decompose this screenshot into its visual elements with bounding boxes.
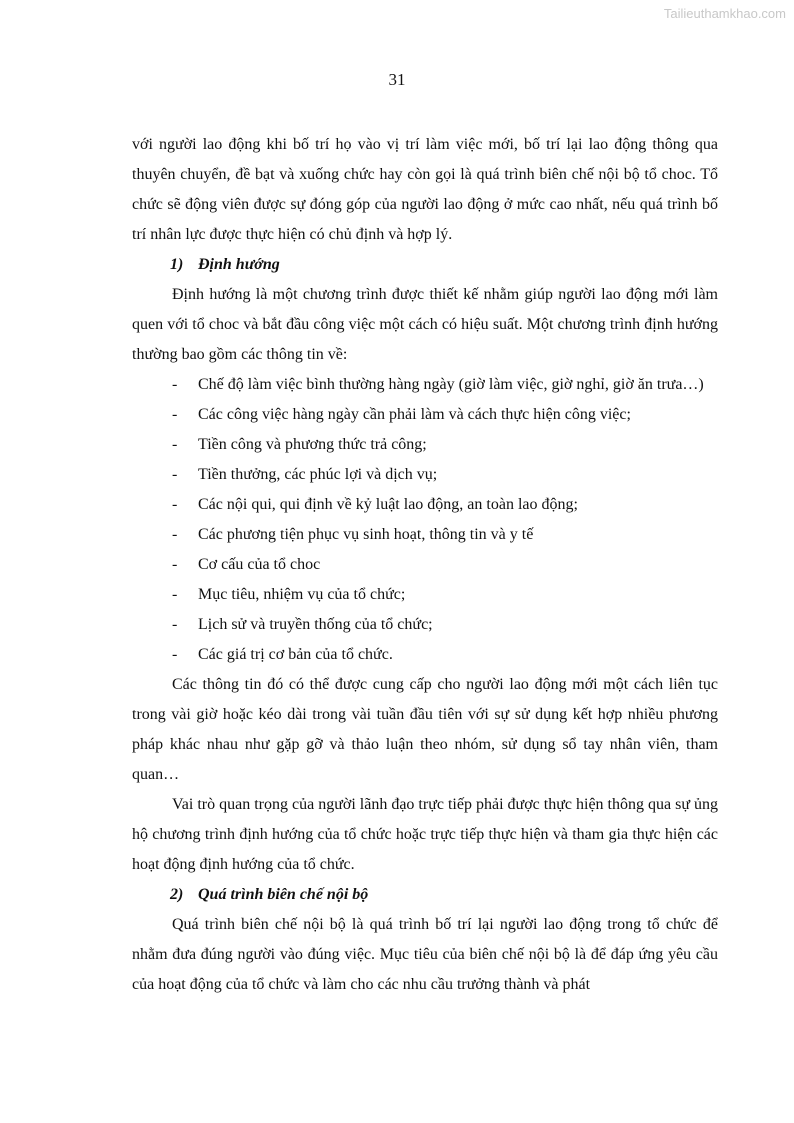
list-item: - Các giá trị cơ bản của tổ chức. [132,640,718,670]
dash-bullet: - [172,436,178,453]
list-item: - Tiền thưởng, các phúc lợi và dịch vụ; [132,460,718,490]
dash-bullet: - [172,406,178,423]
dash-bullet: - [172,376,178,393]
list-item: - Tiền công và phương thức trả công; [132,430,718,460]
heading-qua-trinh-bien-che [132,880,718,910]
paragraph-4: Vai trò quan trọng của người lãnh đạo trực tiếp phải được thực hiện thông qua sự ủng hộ chương trình định hướng của tổ chức hoặc trực tiếp thực hiện và tham gia thực hiện các hoạt động định hướng của tổ chức. [132,796,718,873]
document-body [132,130,718,1000]
heading-number: 2) [170,886,184,903]
list-item: - Các công việc hàng ngày cần phải làm và cách thực hiện công việc; [132,400,718,430]
list-item: - Chế độ làm việc bình thường hàng ngày (giờ làm việc, giờ nghỉ, giờ ăn trưa…) [132,370,718,400]
dash-bullet: - [172,646,178,663]
paragraph-3: Các thông tin đó có thể được cung cấp cho người lao động mới một cách liên tục trong vài giờ hoặc kéo dài trong vài tuần đầu tiên với sự sử dụng kết hợp nhiều phương pháp khác nhau như gặp gỡ và thảo luận theo nhóm, sử dụng sổ tay nhân viên, tham quan… [132,676,718,783]
dash-bullet: - [172,466,178,483]
dash-bullet: - [172,496,178,513]
list-item: - Cơ cấu của tổ choc [132,550,718,580]
paragraph-5: Quá trình biên chế nội bộ là quá trình bố trí lại người lao động trong tổ chức để nhằm đưa đúng người vào đúng việc. Mục tiêu của biên chế nội bộ là để đáp ứng yêu cầu của hoạt động của tổ chức và làm cho các nhu cầu trưởng thành và phát [132,916,718,993]
list-item: - Mục tiêu, nhiệm vụ của tổ chức; [132,580,718,610]
heading-dinh-huong [132,250,718,280]
orientation-info-list [132,370,718,670]
heading-title: Quá trình biên chế nội bộ [198,886,369,903]
dash-bullet: - [172,556,178,573]
paragraph-1: với người lao động khi bố trí họ vào vị trí làm việc mới, bố trí lại lao động thông qua thuyên chuyển, đề bạt và xuống chức hay còn gọi là quá trình biên chế nội bộ tổ choc. Tổ chức sẽ động viên được sự đóng góp của người lao động ở mức cao nhất, nếu quá trình bố trí nhân lực được thực hiện có chủ định và hợp lý. [132,136,718,243]
heading-number: 1) [170,256,184,273]
paragraph-2: Định hướng là một chương trình được thiết kế nhằm giúp người lao động mới làm quen với tổ choc và bắt đầu công việc một cách có hiệu suất. Một chương trình định hướng thường bao gồm các thông tin về: [132,286,718,363]
list-item: - Các nội qui, qui định về kỷ luật lao động, an toàn lao động; [132,490,718,520]
dash-bullet: - [172,526,178,543]
dash-bullet: - [172,586,178,603]
watermark: Tailieuthamkhao.com [663,6,786,21]
dash-bullet: - [172,616,178,633]
list-item: - Lịch sử và truyền thống của tổ chức; [132,610,718,640]
page-number: 31 [388,70,406,89]
heading-title: Định hướng [198,256,280,273]
list-item: - Các phương tiện phục vụ sinh hoạt, thông tin và y tế [132,520,718,550]
